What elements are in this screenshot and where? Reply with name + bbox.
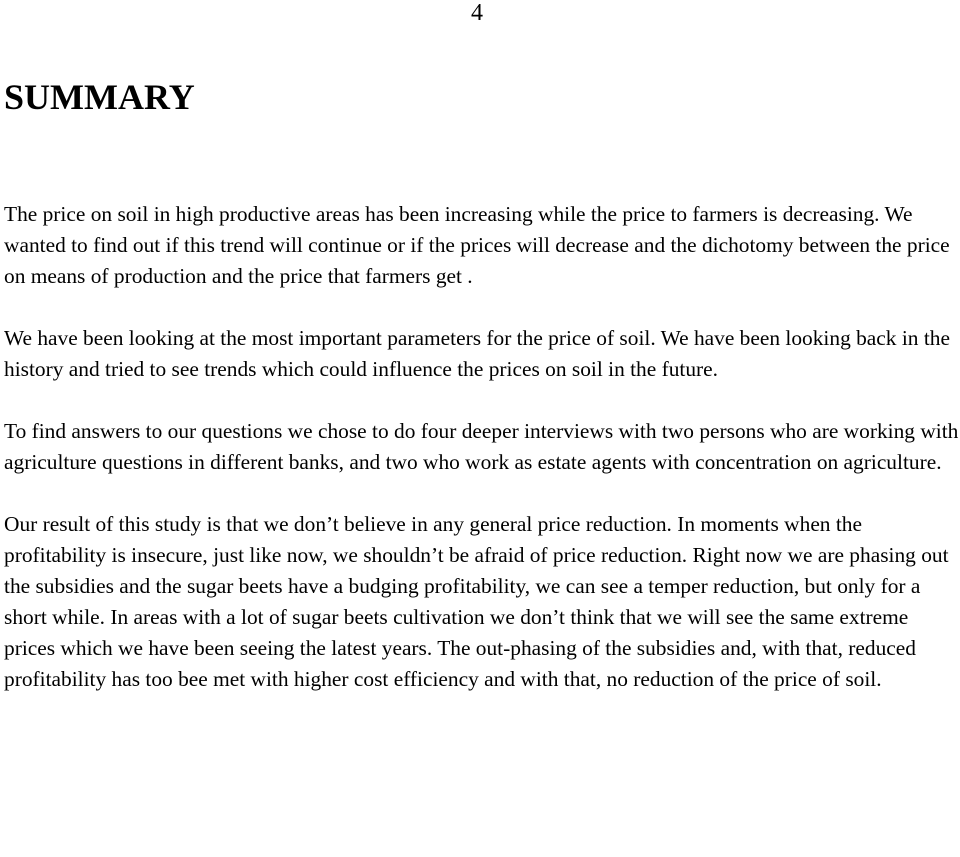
- page-title: SUMMARY: [4, 77, 195, 117]
- paragraph-result: Our result of this study is that we don’t believe in any general price reduction. In moments when the profitability is insecure, just like now, we shouldn’t be afraid of price reduction. Right now we are phasing out the subsidies and the sugar beets have a budging profitability, we can see a temper reduction, but only for a short while. In areas with a lot of sugar beets cultivation we don’t think that we will see the same extreme prices which we have been seeing the latest years. The out-phasing of the subsidies and, with that, reduced profitability has too bee met with higher cost efficiency and with that, no reduction of the price of soil.: [4, 512, 949, 691]
- paragraph-parameters: We have been looking at the most important parameters for the price of soil. We have been looking back in the history and tried to see trends which could influence the prices on soil in the future.: [4, 326, 950, 381]
- paragraph-method: To find answers to our questions we chose to do four deeper interviews with two persons who are working with agriculture questions in different banks, and two who work as estate agents with concentration on agriculture.: [4, 419, 959, 474]
- paragraph-background: The price on soil in high productive areas has been increasing while the price to farmers is decreasing. We wanted to find out if this trend will continue or if the prices will decrease and the dichotomy between the price on means of production and the price that farmers get .: [4, 202, 950, 288]
- summary-body: [4, 199, 960, 695]
- page-number: 4: [471, 0, 483, 26]
